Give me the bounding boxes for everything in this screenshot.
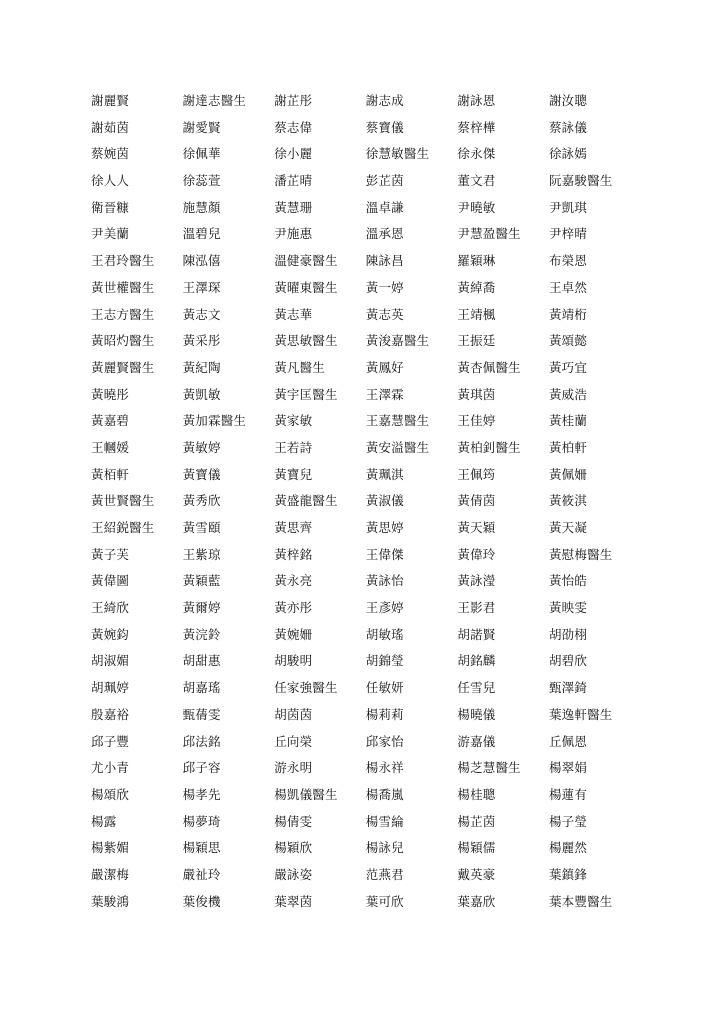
name-entry: 黃倩茵 <box>457 493 496 509</box>
name-entry: 楊桂聰 <box>457 786 496 802</box>
name-entry: 黃世賢醫生 <box>91 493 155 509</box>
name-entry: 楊喬嵐 <box>365 786 404 802</box>
name-entry: 黃婉姍 <box>274 626 313 642</box>
names-grid <box>91 91 691 918</box>
name-entry: 王紹鋭醫生 <box>91 520 155 535</box>
name-entry: 施慧顏 <box>182 199 221 215</box>
name-entry: 葉鎮鋒 <box>548 866 588 882</box>
name-entry: 任敏妍 <box>365 680 404 696</box>
name-entry: 徐蕊萱 <box>182 173 221 189</box>
name-entry: 黃柏釗醫生 <box>457 439 521 455</box>
name-entry: 黃麗賢醫生 <box>91 359 155 375</box>
name-entry: 黃偉圖 <box>91 573 130 589</box>
name-entry: 楊穎儒 <box>457 840 496 856</box>
name-entry: 尤小青 <box>91 760 130 776</box>
name-entry: 胡銘麟 <box>457 653 496 669</box>
name-entry: 任雪兒 <box>457 680 496 696</box>
name-entry: 甄澤錡 <box>548 680 588 696</box>
name-entry: 黃世權醫生 <box>91 279 155 295</box>
name-entry: 殷嘉裕 <box>91 706 130 722</box>
name-entry: 葉駿鴻 <box>91 893 130 909</box>
name-entry: 徐永傑 <box>457 146 496 162</box>
name-entry: 尹曉敏 <box>457 199 496 215</box>
name-entry: 胡駿明 <box>274 653 313 669</box>
name-entry: 黃凱敏 <box>182 386 221 402</box>
name-entry: 葉翠茵 <box>274 893 313 909</box>
name-entry: 陳泓僖 <box>182 253 221 269</box>
name-entry: 黃凡醫生 <box>274 359 325 375</box>
name-entry: 黃一婷 <box>365 279 404 295</box>
name-entry: 黃爾婷 <box>182 600 221 616</box>
name-entry: 黃桂蘭 <box>548 413 588 429</box>
name-entry: 邱家怡 <box>365 733 404 749</box>
name-entry: 范燕君 <box>365 866 404 882</box>
name-entry: 溫卓謙 <box>365 199 404 215</box>
name-entry: 黃秀欣 <box>182 493 221 509</box>
name-entry: 王紫琼 <box>182 546 221 562</box>
name-entry: 游永明 <box>274 760 313 776</box>
name-entry: 葉俊機 <box>182 893 221 909</box>
name-entry: 黃珮淇 <box>365 466 404 482</box>
name-entry: 黃詠瀅 <box>457 573 496 589</box>
name-entry: 楊穎欣 <box>274 840 313 856</box>
name-entry: 黃嘉碧 <box>91 413 130 429</box>
name-entry: 黃志文 <box>182 306 221 322</box>
name-entry: 黃婉鈞 <box>91 626 130 642</box>
name-entry: 嚴詠姿 <box>274 866 313 882</box>
name-entry: 黃雪頤 <box>182 520 221 535</box>
name-entry: 楊紫媚 <box>91 840 130 856</box>
name-entry: 謝芷彤 <box>274 93 313 108</box>
name-entry: 游嘉儀 <box>457 733 496 749</box>
name-entry: 王靖楓 <box>457 306 496 322</box>
name-entry: 黃淑儀 <box>365 493 404 509</box>
name-entry: 尹美蘭 <box>91 226 130 242</box>
name-entry: 黃永亮 <box>274 573 313 589</box>
name-entry: 楊莉莉 <box>365 706 404 722</box>
name-entry: 黃筱淇 <box>548 493 588 509</box>
name-entry: 胡珮婷 <box>91 680 130 696</box>
name-entry: 胡劭栩 <box>548 626 588 642</box>
name-entry: 黃浚嘉醫生 <box>365 333 430 349</box>
name-entry: 邱法銘 <box>182 733 221 749</box>
name-entry: 嚴潔梅 <box>91 866 130 882</box>
name-entry: 王佩筠 <box>457 466 496 482</box>
name-entry: 黃家敏 <box>274 413 313 429</box>
name-entry: 潘芷晴 <box>274 173 313 189</box>
name-entry: 謝志成 <box>365 93 404 108</box>
name-entry: 黃佩姍 <box>548 466 588 482</box>
name-entry: 黃詠怡 <box>365 573 404 589</box>
name-entry: 黃盛龍醫生 <box>274 493 338 509</box>
name-entry: 王嘉慧醫生 <box>365 413 430 429</box>
name-entry: 徐人人 <box>91 173 130 189</box>
name-entry: 黃思敏醫生 <box>274 333 338 349</box>
name-entry: 黃靖桁 <box>548 306 588 322</box>
name-entry: 胡敏瑤 <box>365 626 404 642</box>
name-entry: 楊頌欣 <box>91 786 130 802</box>
name-entry: 黃子芙 <box>91 546 130 562</box>
name-entry: 黃浣鈴 <box>182 626 221 642</box>
name-entry: 尹慧盈醫生 <box>457 226 521 242</box>
name-entry: 蔡婉茵 <box>91 146 130 162</box>
name-entry: 丘向榮 <box>274 733 313 749</box>
name-entry: 徐佩華 <box>182 146 221 162</box>
name-entry: 楊詠兒 <box>365 840 404 856</box>
name-entry: 黃寶兒 <box>274 466 313 482</box>
name-entry: 尹凱琪 <box>548 199 588 215</box>
name-entry: 黃頌懿 <box>548 333 588 349</box>
name-entry: 胡碧欣 <box>548 653 588 669</box>
name-entry: 楊蓮有 <box>548 786 588 802</box>
name-entry: 楊夢琦 <box>182 813 221 829</box>
name-entry: 王影君 <box>457 600 496 616</box>
name-entry: 邱子豐 <box>91 733 130 749</box>
name-entry: 溫承恩 <box>365 226 404 242</box>
name-entry: 王君玲醫生 <box>91 253 155 269</box>
name-entry: 黃綽喬 <box>457 279 496 295</box>
name-entry: 楊麗然 <box>548 840 588 856</box>
name-entry: 楊雪綸 <box>365 813 404 829</box>
name-entry: 黃映雯 <box>548 600 588 616</box>
name-entry: 嚴祉玲 <box>182 866 221 882</box>
name-entry: 謝愛賢 <box>182 119 221 135</box>
name-entry: 布榮恩 <box>548 253 588 269</box>
name-entry: 王幗媛 <box>91 439 130 455</box>
name-entry: 董文君 <box>457 173 496 189</box>
name-entry: 楊穎思 <box>182 840 221 856</box>
name-entry: 戴英豪 <box>457 866 496 882</box>
name-entry: 黃琪茵 <box>457 386 496 402</box>
name-entry: 黃志華 <box>274 306 313 322</box>
name-entry: 黃加霖醫生 <box>182 413 247 429</box>
name-entry: 黃志英 <box>365 306 404 322</box>
name-entry: 衛晉糠 <box>91 199 130 215</box>
name-entry: 阮嘉駿醫生 <box>548 173 613 189</box>
name-entry: 楊翠娟 <box>548 760 588 776</box>
name-entry: 謝達志醫生 <box>182 93 247 108</box>
name-entry: 蔡志偉 <box>274 119 313 135</box>
name-entry: 謝麗賢 <box>91 93 130 108</box>
name-entry: 楊子瑩 <box>548 813 588 829</box>
name-entry: 王偉傑 <box>365 546 404 562</box>
name-entry: 黃慧珊 <box>274 199 313 215</box>
name-entry: 徐小麗 <box>274 146 313 162</box>
name-entry: 黃柏軒 <box>548 439 588 455</box>
name-entry: 甄蒨雯 <box>182 706 221 722</box>
name-entry: 楊芝慧醫生 <box>457 760 521 776</box>
name-entry: 溫健豪醫生 <box>274 253 338 269</box>
name-entry: 謝詠恩 <box>457 93 496 108</box>
name-entry: 胡諾賢 <box>457 626 496 642</box>
name-entry: 羅穎琳 <box>457 253 496 269</box>
name-entry: 楊孝先 <box>182 786 221 802</box>
name-entry: 葉嘉欣 <box>457 893 496 909</box>
name-entry: 溫碧兒 <box>182 226 221 242</box>
name-entry: 謝汝聰 <box>548 93 588 108</box>
name-entry: 胡甜惠 <box>182 653 221 669</box>
name-entry: 黃栢軒 <box>91 466 130 482</box>
name-entry: 黃天凝 <box>548 520 588 535</box>
name-entry: 王卓然 <box>548 279 588 295</box>
name-entry: 王振廷 <box>457 333 496 349</box>
name-entry: 黃穎藍 <box>182 573 221 589</box>
name-entry: 胡茵茵 <box>274 706 313 722</box>
name-entry: 胡錦瑩 <box>365 653 404 669</box>
name-entry: 楊凱儀醫生 <box>274 786 338 802</box>
name-entry: 王志方醫生 <box>91 306 155 322</box>
name-entry: 黃怡皓 <box>548 573 588 589</box>
name-entry: 蔡詠儀 <box>548 119 588 135</box>
name-entry: 王彥婷 <box>365 600 404 616</box>
name-entry: 胡淑媚 <box>91 653 130 669</box>
name-entry: 黃敏婷 <box>182 439 221 455</box>
name-entry: 黃采彤 <box>182 333 221 349</box>
name-entry: 黃杏佩醫生 <box>457 359 521 375</box>
name-entry: 丘佩恩 <box>548 733 588 749</box>
name-entry: 黃寶儀 <box>182 466 221 482</box>
name-entry: 黃天穎 <box>457 520 496 535</box>
name-entry: 王若詩 <box>274 439 313 455</box>
name-entry: 黃巧宜 <box>548 359 588 375</box>
name-entry: 徐慧敏醫生 <box>365 146 430 162</box>
name-entry: 楊露 <box>91 813 117 829</box>
name-entry: 徐詠嫣 <box>548 146 588 162</box>
name-entry: 胡嘉瑤 <box>182 680 221 696</box>
name-entry: 蔡寶儀 <box>365 119 404 135</box>
name-entry: 黃亦彤 <box>274 600 313 616</box>
name-entry: 黃昭灼醫生 <box>91 333 155 349</box>
name-entry: 黃曉彤 <box>91 386 130 402</box>
name-entry: 楊倩雯 <box>274 813 313 829</box>
name-entry: 黃宇匡醫生 <box>274 386 338 402</box>
name-entry: 黃思齊 <box>274 520 313 535</box>
name-entry: 尹梓晴 <box>548 226 588 242</box>
name-entry: 邱子容 <box>182 760 221 776</box>
name-entry: 王澤霖 <box>365 386 404 402</box>
name-entry: 陳詠昌 <box>365 253 404 269</box>
name-entry: 楊永祥 <box>365 760 404 776</box>
name-entry: 葉逸軒醫生 <box>548 706 613 722</box>
name-entry: 王佳婷 <box>457 413 496 429</box>
name-entry: 任家強醫生 <box>274 680 338 696</box>
name-entry: 黃梓銘 <box>274 546 313 562</box>
name-entry: 黃偉玲 <box>457 546 496 562</box>
name-entry: 黃安溢醫生 <box>365 439 430 455</box>
name-entry: 王綺欣 <box>91 600 130 616</box>
name-entry: 尹施惠 <box>274 226 313 242</box>
name-entry: 黃威浩 <box>548 386 588 402</box>
name-entry: 蔡梓樺 <box>457 119 496 135</box>
name-entry: 黃鳳好 <box>365 359 404 375</box>
name-entry: 黃紀陶 <box>182 359 221 375</box>
name-entry: 謝茹茵 <box>91 119 130 135</box>
name-entry: 王澤琛 <box>182 279 221 295</box>
name-entry: 楊曉儀 <box>457 706 496 722</box>
name-entry: 葉可欣 <box>365 893 404 909</box>
name-entry: 楊芷茵 <box>457 813 496 829</box>
name-entry: 黃慰梅醫生 <box>548 546 613 562</box>
name-entry: 黃曜東醫生 <box>274 279 338 295</box>
name-entry: 彭芷茵 <box>365 173 404 189</box>
name-entry: 黃思婷 <box>365 520 404 535</box>
name-entry: 葉本豐醫生 <box>548 893 613 909</box>
